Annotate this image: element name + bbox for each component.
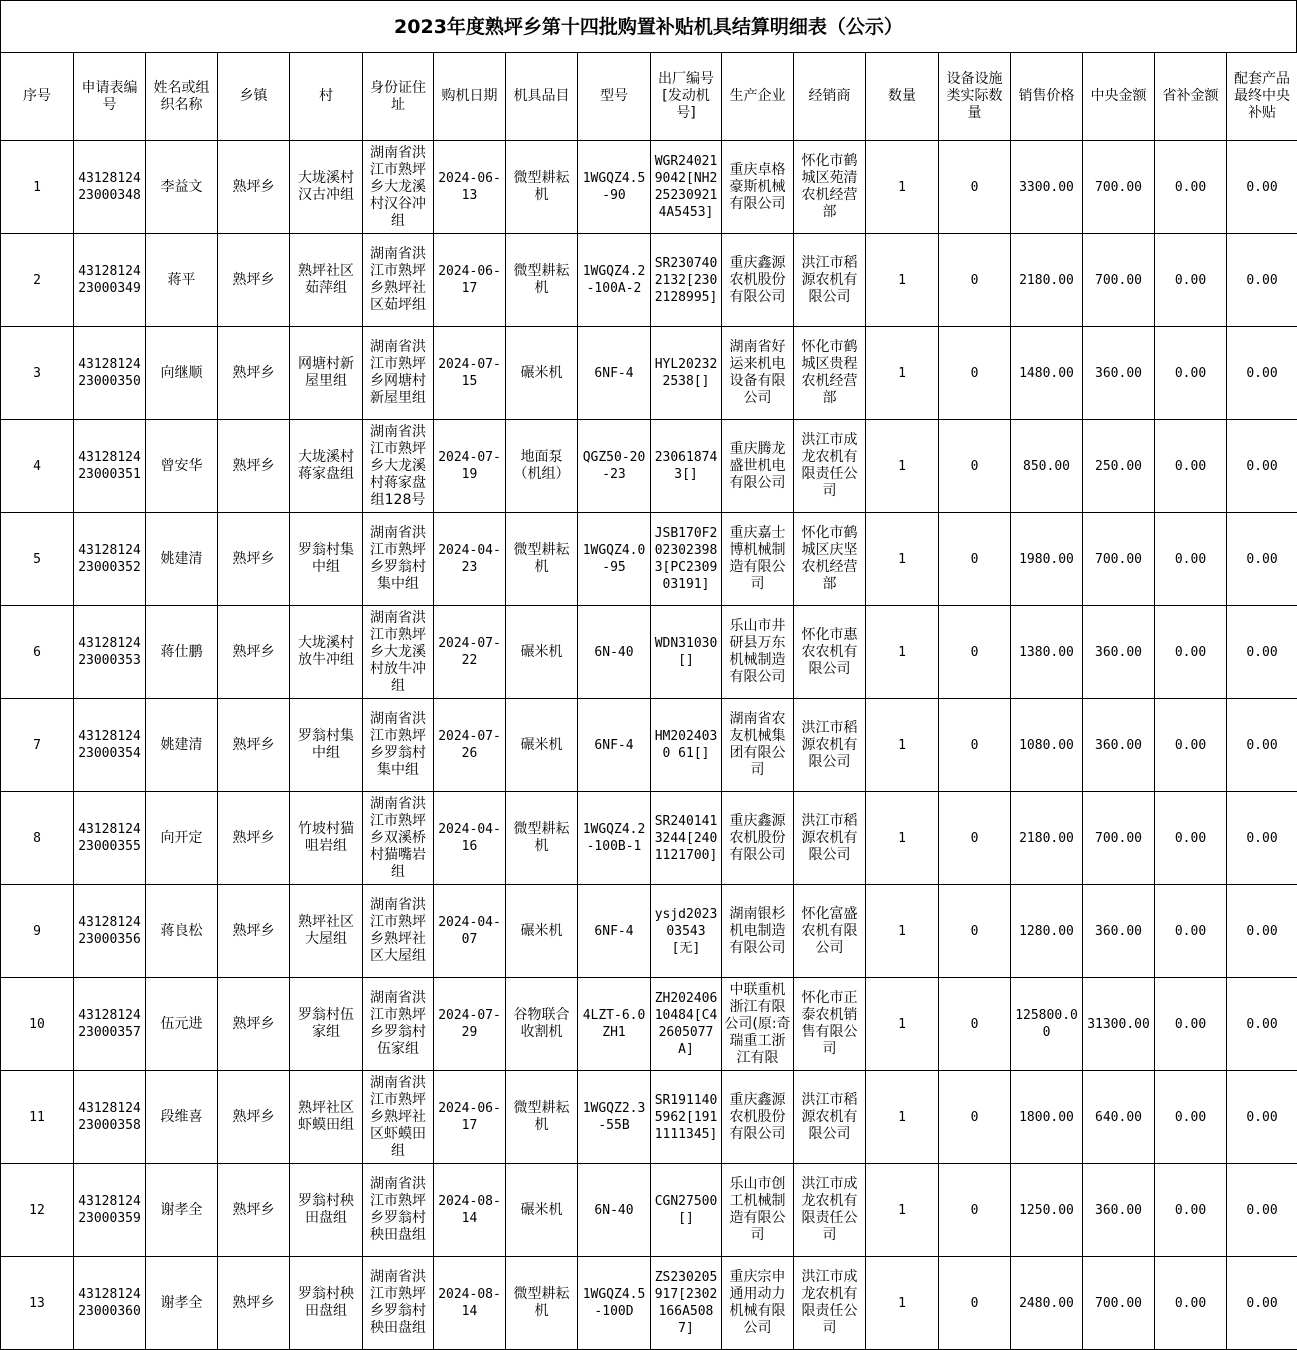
table-cell: 0.00 xyxy=(1227,420,1297,513)
table-cell: 0.00 xyxy=(1155,606,1227,699)
table-cell: 微型耕耘机 xyxy=(506,141,578,234)
table-cell: 0.00 xyxy=(1155,978,1227,1071)
table-cell: 熟坪乡 xyxy=(218,1164,290,1257)
table-row xyxy=(1,234,1297,327)
table-row xyxy=(1,327,1297,420)
table-cell: 0 xyxy=(939,1257,1011,1350)
column-header: 村 xyxy=(290,53,363,141)
table-cell: 6N-40 xyxy=(578,606,651,699)
table-cell: 怀化市惠农农机有限公司 xyxy=(794,606,866,699)
table-cell: 2480.00 xyxy=(1011,1257,1083,1350)
table-cell: 洪江市稻源农机有限公司 xyxy=(794,792,866,885)
table-cell: 7 xyxy=(1,699,74,792)
table-cell: QGZ50-20-23 xyxy=(578,420,651,513)
table-cell: 1WGQZ4.2-100B-1 xyxy=(578,792,651,885)
table-cell: 1 xyxy=(866,1164,939,1257)
table-row xyxy=(1,141,1297,234)
table-row xyxy=(1,513,1297,606)
table-cell: 湖南省洪江市熟坪乡罗翁村集中组 xyxy=(363,699,434,792)
table-cell: ZS230205917[2302166A5087] xyxy=(651,1257,722,1350)
table-cell: 6NF-4 xyxy=(578,885,651,978)
column-header: 经销商 xyxy=(794,53,866,141)
table-cell: 洪江市稻源农机有限公司 xyxy=(794,234,866,327)
table-row xyxy=(1,885,1297,978)
table-row xyxy=(1,792,1297,885)
table-cell: 地面泵（机组） xyxy=(506,420,578,513)
table-cell: 4312812423000354 xyxy=(74,699,146,792)
table-cell: 罗翁村秧田盘组 xyxy=(290,1164,363,1257)
table-cell: 洪江市成龙农机有限责任公司 xyxy=(794,1164,866,1257)
table-cell: 4312812423000358 xyxy=(74,1071,146,1164)
table-cell: 125800.00 xyxy=(1011,978,1083,1071)
table-header-row xyxy=(1,53,1297,141)
table-cell: ZH20240610484[C42605077A] xyxy=(651,978,722,1071)
column-header: 出厂编号[发动机号] xyxy=(651,53,722,141)
table-cell: 1 xyxy=(866,885,939,978)
table-cell: 大垅溪村汉古冲组 xyxy=(290,141,363,234)
table-cell: 0 xyxy=(939,513,1011,606)
table-cell: 4312812423000355 xyxy=(74,792,146,885)
table-cell: 熟坪乡 xyxy=(218,606,290,699)
table-cell: 碾米机 xyxy=(506,885,578,978)
table-cell: 熟坪乡 xyxy=(218,420,290,513)
table-cell: 360.00 xyxy=(1083,1164,1155,1257)
table-cell: 700.00 xyxy=(1083,141,1155,234)
table-row xyxy=(1,420,1297,513)
table-cell: 重庆腾龙盛世机电有限公司 xyxy=(722,420,794,513)
table-cell: 1 xyxy=(1,141,74,234)
table-cell: 4312812423000353 xyxy=(74,606,146,699)
table-cell: 熟坪社区虾蟆田组 xyxy=(290,1071,363,1164)
table-cell: 0.00 xyxy=(1227,978,1297,1071)
table-cell: HYL202322538[] xyxy=(651,327,722,420)
table-cell: 12 xyxy=(1,1164,74,1257)
table-cell: 2180.00 xyxy=(1011,234,1083,327)
table-cell: 重庆鑫源农机股份有限公司 xyxy=(722,1071,794,1164)
table-cell: 0 xyxy=(939,885,1011,978)
table-cell: 1 xyxy=(866,978,939,1071)
table-cell: 3300.00 xyxy=(1011,141,1083,234)
table-cell: 2024-06-17 xyxy=(434,1071,506,1164)
table-cell: 中联重机浙江有限公司(原:奇瑞重工浙江有限 xyxy=(722,978,794,1071)
table-cell: 1WGQZ4.5-90 xyxy=(578,141,651,234)
table-cell: 怀化市鹤城区苑清农机经营部 xyxy=(794,141,866,234)
settlement-table xyxy=(0,52,1297,1350)
table-cell: 0.00 xyxy=(1155,327,1227,420)
table-cell: 伍元进 xyxy=(146,978,218,1071)
column-header: 身份证住址 xyxy=(363,53,434,141)
table-body xyxy=(1,141,1297,1350)
table-cell: 5 xyxy=(1,513,74,606)
table-cell: 熟坪社区大屋组 xyxy=(290,885,363,978)
table-cell: 谷物联合收割机 xyxy=(506,978,578,1071)
column-header: 申请表编号 xyxy=(74,53,146,141)
table-cell: SR2401413244[2401121700] xyxy=(651,792,722,885)
table-cell: 1WGQZ2.3-55B xyxy=(578,1071,651,1164)
column-header: 机具品目 xyxy=(506,53,578,141)
table-cell: 0.00 xyxy=(1227,1257,1297,1350)
table-row xyxy=(1,978,1297,1071)
table-cell: 2024-04-07 xyxy=(434,885,506,978)
table-cell: 微型耕耘机 xyxy=(506,1071,578,1164)
table-cell: SR1911405962[1911111345] xyxy=(651,1071,722,1164)
table-cell: 700.00 xyxy=(1083,234,1155,327)
table-row xyxy=(1,606,1297,699)
table-cell: 熟坪乡 xyxy=(218,513,290,606)
table-cell: 1280.00 xyxy=(1011,885,1083,978)
table-cell: 0.00 xyxy=(1155,234,1227,327)
table-cell: 罗翁村集中组 xyxy=(290,513,363,606)
table-cell: 0 xyxy=(939,978,1011,1071)
table-cell: 0 xyxy=(939,606,1011,699)
table-cell: 700.00 xyxy=(1083,513,1155,606)
table-cell: 重庆鑫源农机股份有限公司 xyxy=(722,234,794,327)
table-cell: 0.00 xyxy=(1155,1071,1227,1164)
table-cell: 700.00 xyxy=(1083,1257,1155,1350)
table-cell: 熟坪乡 xyxy=(218,885,290,978)
table-cell: WGR240219042[NH2252309214A5453] xyxy=(651,141,722,234)
table-cell: 0.00 xyxy=(1227,141,1297,234)
table-cell: 0 xyxy=(939,327,1011,420)
table-cell: 熟坪乡 xyxy=(218,1071,290,1164)
table-cell: 0 xyxy=(939,420,1011,513)
table-cell: 熟坪社区茹萍组 xyxy=(290,234,363,327)
table-cell: 洪江市稻源农机有限公司 xyxy=(794,699,866,792)
table-cell: 0.00 xyxy=(1155,513,1227,606)
table-cell: 罗翁村伍家组 xyxy=(290,978,363,1071)
table-cell: 2024-07-15 xyxy=(434,327,506,420)
table-cell: SR2307402132[2302128995] xyxy=(651,234,722,327)
table-cell: 熟坪乡 xyxy=(218,699,290,792)
column-header: 数量 xyxy=(866,53,939,141)
table-cell: 熟坪乡 xyxy=(218,327,290,420)
table-cell: 1 xyxy=(866,1071,939,1164)
table-cell: 2024-06-13 xyxy=(434,141,506,234)
table-cell: 2024-04-23 xyxy=(434,513,506,606)
table-cell: 0.00 xyxy=(1155,1164,1227,1257)
table-cell: 熟坪乡 xyxy=(218,792,290,885)
table-row xyxy=(1,1071,1297,1164)
table-cell: 0.00 xyxy=(1227,1164,1297,1257)
table-cell: 微型耕耘机 xyxy=(506,792,578,885)
table-cell: 4312812423000349 xyxy=(74,234,146,327)
column-header: 省补金额 xyxy=(1155,53,1227,141)
table-cell: 6N-40 xyxy=(578,1164,651,1257)
table-cell: 湖南省洪江市熟坪乡熟坪社区虾蟆田组 xyxy=(363,1071,434,1164)
column-header: 设备设施类实际数量 xyxy=(939,53,1011,141)
table-cell: 洪江市成龙农机有限责任公司 xyxy=(794,1257,866,1350)
table-cell: 湖南省洪江市熟坪乡罗翁村秧田盘组 xyxy=(363,1164,434,1257)
table-cell: 0.00 xyxy=(1227,885,1297,978)
table-cell: 湖南省洪江市熟坪乡大龙溪村汉谷冲组 xyxy=(363,141,434,234)
table-cell: 0.00 xyxy=(1227,513,1297,606)
table-cell: 1 xyxy=(866,606,939,699)
table-cell: 李益文 xyxy=(146,141,218,234)
table-cell: 罗翁村集中组 xyxy=(290,699,363,792)
column-header: 型号 xyxy=(578,53,651,141)
table-cell: 4312812423000357 xyxy=(74,978,146,1071)
table-cell: 0 xyxy=(939,792,1011,885)
table-cell: 湖南省农友机械集团有限公司 xyxy=(722,699,794,792)
table-cell: 1 xyxy=(866,792,939,885)
table-cell: 1WGQZ4.0-95 xyxy=(578,513,651,606)
table-cell: WDN31030[] xyxy=(651,606,722,699)
table-cell: 网塘村新屋里组 xyxy=(290,327,363,420)
table-cell: 罗翁村秧田盘组 xyxy=(290,1257,363,1350)
table-cell: 湖南省洪江市熟坪乡熟坪社区大屋组 xyxy=(363,885,434,978)
table-cell: 0.00 xyxy=(1155,420,1227,513)
table-cell: 1250.00 xyxy=(1011,1164,1083,1257)
table-cell: 湖南省洪江市熟坪乡大龙溪村蒋家盘组128号 xyxy=(363,420,434,513)
table-cell: 洪江市稻源农机有限公司 xyxy=(794,1071,866,1164)
table-cell: 乐山市井研县万东机械制造有限公司 xyxy=(722,606,794,699)
table-cell: 6NF-4 xyxy=(578,699,651,792)
table-cell: 怀化市鹤城区贵程农机经营部 xyxy=(794,327,866,420)
table-cell: 1 xyxy=(866,420,939,513)
table-cell: 微型耕耘机 xyxy=(506,513,578,606)
table-row xyxy=(1,1164,1297,1257)
table-cell: 0.00 xyxy=(1155,792,1227,885)
table-cell: HM2024030 61[] xyxy=(651,699,722,792)
table-cell: 蒋平 xyxy=(146,234,218,327)
table-cell: 360.00 xyxy=(1083,606,1155,699)
table-cell: 碾米机 xyxy=(506,327,578,420)
table-cell: 0 xyxy=(939,141,1011,234)
table-row xyxy=(1,699,1297,792)
table-cell: 10 xyxy=(1,978,74,1071)
table-cell: 重庆宗申通用动力机械有限公司 xyxy=(722,1257,794,1350)
table-cell: 1 xyxy=(866,699,939,792)
table-cell: 蒋仕鹏 xyxy=(146,606,218,699)
table-cell: 4LZT-6.0ZH1 xyxy=(578,978,651,1071)
column-header: 购机日期 xyxy=(434,53,506,141)
table-cell: 大垅溪村放牛冲组 xyxy=(290,606,363,699)
table-cell: 湖南省洪江市熟坪乡网塘村新屋里组 xyxy=(363,327,434,420)
table-cell: 0.00 xyxy=(1155,141,1227,234)
table-cell: 湖南省洪江市熟坪乡罗翁村秧田盘组 xyxy=(363,1257,434,1350)
table-cell: 3 xyxy=(1,327,74,420)
table-cell: 0.00 xyxy=(1227,327,1297,420)
table-cell: 2024-07-22 xyxy=(434,606,506,699)
table-cell: 230618743[] xyxy=(651,420,722,513)
table-cell: 0.00 xyxy=(1155,885,1227,978)
table-cell: 2024-08-14 xyxy=(434,1164,506,1257)
column-header: 乡镇 xyxy=(218,53,290,141)
table-cell: 1 xyxy=(866,513,939,606)
table-cell: 11 xyxy=(1,1071,74,1164)
column-header: 销售价格 xyxy=(1011,53,1083,141)
table-cell: 2024-06-17 xyxy=(434,234,506,327)
table-cell: 0.00 xyxy=(1227,606,1297,699)
table-cell: 2024-07-19 xyxy=(434,420,506,513)
table-cell: 洪江市成龙农机有限责任公司 xyxy=(794,420,866,513)
table-cell: 湖南省洪江市熟坪乡罗翁村伍家组 xyxy=(363,978,434,1071)
table-cell: 向继顺 xyxy=(146,327,218,420)
table-cell: 6NF-4 xyxy=(578,327,651,420)
table-cell: 姚建清 xyxy=(146,699,218,792)
table-cell: 湖南省洪江市熟坪乡罗翁村集中组 xyxy=(363,513,434,606)
table-cell: 1WGQZ4.5-100D xyxy=(578,1257,651,1350)
table-cell: 向开定 xyxy=(146,792,218,885)
table-cell: 重庆嘉士博机械制造有限公司 xyxy=(722,513,794,606)
column-header: 中央金额 xyxy=(1083,53,1155,141)
table-cell: 0.00 xyxy=(1155,699,1227,792)
table-cell: 1980.00 xyxy=(1011,513,1083,606)
table-cell: 1WGQZ4.2-100A-2 xyxy=(578,234,651,327)
table-cell: 250.00 xyxy=(1083,420,1155,513)
table-cell: 乐山市创工机械制造有限公司 xyxy=(722,1164,794,1257)
table-cell: 360.00 xyxy=(1083,327,1155,420)
table-cell: 姚建清 xyxy=(146,513,218,606)
table-cell: 竹坡村猫咀岩组 xyxy=(290,792,363,885)
table-cell: ysjd202303543[无] xyxy=(651,885,722,978)
table-cell: 湖南省洪江市熟坪乡大龙溪村放牛冲组 xyxy=(363,606,434,699)
table-cell: 1080.00 xyxy=(1011,699,1083,792)
table-cell: 4312812423000351 xyxy=(74,420,146,513)
table-cell: 9 xyxy=(1,885,74,978)
table-cell: 4312812423000359 xyxy=(74,1164,146,1257)
table-cell: 湖南省好运来机电设备有限公司 xyxy=(722,327,794,420)
table-cell: 1 xyxy=(866,1257,939,1350)
table-cell: 微型耕耘机 xyxy=(506,234,578,327)
table-cell: 重庆鑫源农机股份有限公司 xyxy=(722,792,794,885)
table-cell: 1 xyxy=(866,327,939,420)
table-cell: 1480.00 xyxy=(1011,327,1083,420)
table-cell: 谢孝全 xyxy=(146,1257,218,1350)
table-cell: 蒋良松 xyxy=(146,885,218,978)
table-cell: 0 xyxy=(939,1071,1011,1164)
table-cell: 怀化市正泰农机销售有限公司 xyxy=(794,978,866,1071)
table-cell: 4312812423000352 xyxy=(74,513,146,606)
table-cell: 大垅溪村蒋家盘组 xyxy=(290,420,363,513)
table-cell: 湖南银杉机电制造有限公司 xyxy=(722,885,794,978)
table-cell: 熟坪乡 xyxy=(218,234,290,327)
column-header: 生产企业 xyxy=(722,53,794,141)
table-cell: 0.00 xyxy=(1227,792,1297,885)
table-cell: 4312812423000350 xyxy=(74,327,146,420)
table-row xyxy=(1,1257,1297,1350)
table-cell: 0 xyxy=(939,234,1011,327)
table-cell: 碾米机 xyxy=(506,1164,578,1257)
column-header: 配套产品最终中央补贴 xyxy=(1227,53,1297,141)
table-cell: 13 xyxy=(1,1257,74,1350)
table-cell: 4 xyxy=(1,420,74,513)
table-cell: 6 xyxy=(1,606,74,699)
table-cell: 曾安华 xyxy=(146,420,218,513)
column-header: 序号 xyxy=(1,53,74,141)
table-cell: 怀化富盛农机有限公司 xyxy=(794,885,866,978)
table-cell: 2024-04-16 xyxy=(434,792,506,885)
table-cell: 4312812423000348 xyxy=(74,141,146,234)
table-cell: 1800.00 xyxy=(1011,1071,1083,1164)
page-title: 2023年度熟坪乡第十四批购置补贴机具结算明细表（公示） xyxy=(0,0,1297,52)
table-cell: 2024-08-14 xyxy=(434,1257,506,1350)
table-cell: 谢孝全 xyxy=(146,1164,218,1257)
table-cell: JSB170F2023023983[PC230903191] xyxy=(651,513,722,606)
table-cell: 2024-07-26 xyxy=(434,699,506,792)
table-cell: 1380.00 xyxy=(1011,606,1083,699)
table-cell: 微型耕耘机 xyxy=(506,1257,578,1350)
table-cell: 0 xyxy=(939,1164,1011,1257)
table-cell: 0.00 xyxy=(1155,1257,1227,1350)
table-cell: 碾米机 xyxy=(506,699,578,792)
table-cell: 段维喜 xyxy=(146,1071,218,1164)
table-cell: 640.00 xyxy=(1083,1071,1155,1164)
table-cell: 4312812423000356 xyxy=(74,885,146,978)
table-cell: 熟坪乡 xyxy=(218,978,290,1071)
table-cell: 2024-07-29 xyxy=(434,978,506,1071)
table-cell: 熟坪乡 xyxy=(218,141,290,234)
column-header: 姓名或组织名称 xyxy=(146,53,218,141)
table-cell: 1 xyxy=(866,141,939,234)
table-cell: 怀化市鹤城区庆坚农机经营部 xyxy=(794,513,866,606)
table-cell: 2180.00 xyxy=(1011,792,1083,885)
table-cell: 熟坪乡 xyxy=(218,1257,290,1350)
table-cell: 8 xyxy=(1,792,74,885)
table-cell: 0.00 xyxy=(1227,699,1297,792)
table-cell: 0 xyxy=(939,699,1011,792)
table-cell: 31300.00 xyxy=(1083,978,1155,1071)
table-cell: 360.00 xyxy=(1083,699,1155,792)
table-cell: 2 xyxy=(1,234,74,327)
table-cell: 1 xyxy=(866,234,939,327)
table-cell: 0.00 xyxy=(1227,1071,1297,1164)
table-cell: 360.00 xyxy=(1083,885,1155,978)
table-cell: 0.00 xyxy=(1227,234,1297,327)
table-cell: 碾米机 xyxy=(506,606,578,699)
table-cell: 重庆卓格豪斯机械有限公司 xyxy=(722,141,794,234)
table-cell: CGN27500[] xyxy=(651,1164,722,1257)
table-cell: 湖南省洪江市熟坪乡双溪桥村猫嘴岩组 xyxy=(363,792,434,885)
table-cell: 700.00 xyxy=(1083,792,1155,885)
table-cell: 湖南省洪江市熟坪乡熟坪社区茹坪组 xyxy=(363,234,434,327)
table-cell: 850.00 xyxy=(1011,420,1083,513)
table-cell: 4312812423000360 xyxy=(74,1257,146,1350)
